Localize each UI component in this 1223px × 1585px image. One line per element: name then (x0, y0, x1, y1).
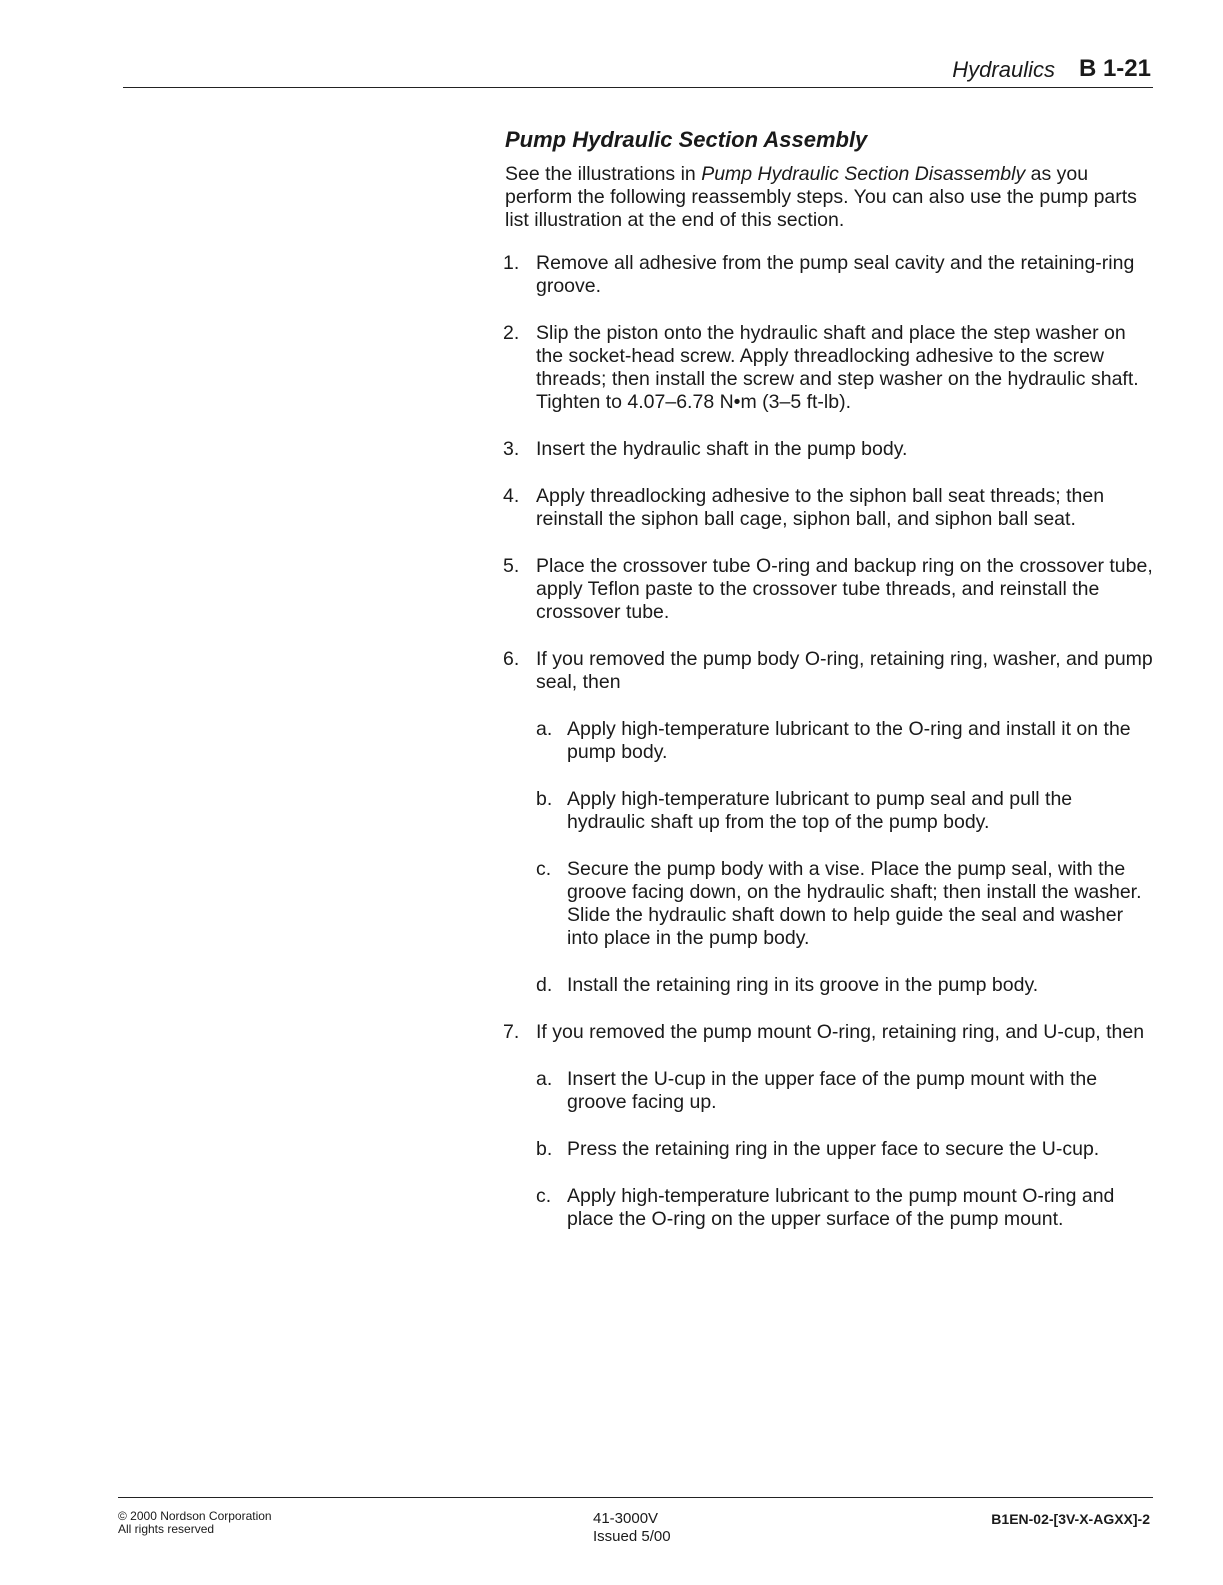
step-text: Place the crossover tube O-ring and backup ring on the crossover tube, apply Teflon paste to the crossover tube threads, and reinstall the crossover tube. (536, 555, 1153, 623)
step-number: 5. (503, 555, 520, 577)
section-heading: Pump Hydraulic Section Assembly (505, 127, 868, 152)
step-text: If you removed the pump body O-ring, retaining ring, washer, and pump seal, then (536, 648, 1153, 693)
step-number: 4. (503, 485, 520, 507)
issue-date: Issued 5/00 (593, 1528, 671, 1545)
substep-letter: b. (536, 1138, 553, 1160)
procedure-step (505, 322, 1155, 414)
procedure-step (505, 1021, 1155, 1231)
header-page-number: B 1-21 (1078, 55, 1151, 82)
step-text: Insert the hydraulic shaft in the pump body. (536, 438, 908, 460)
footer-document-info (593, 1510, 671, 1546)
substep-text: Insert the U-cup in the upper face of the pump mount with the groove facing up. (567, 1068, 1098, 1113)
procedure-step (505, 648, 1155, 997)
procedure-substep (536, 974, 1155, 997)
page-footer (118, 1497, 1153, 1545)
substep-letter: b. (536, 788, 553, 810)
substep-text: Secure the pump body with a vise. Place the pump seal, with the groove facing down, on the hydraulic shaft; then install the washer. Slide the hydraulic shaft down to help guide the seal and washer into place in the pump body. (567, 858, 1142, 949)
procedure-step (505, 555, 1155, 624)
substep-letter: a. (536, 718, 553, 740)
step-number: 1. (503, 252, 520, 274)
intro-text-after: as you perform the following reassembly steps. You can also use the pump parts list illustration at the end of this section. (505, 163, 1137, 231)
step-text: Apply threadlocking adhesive to the siphon ball seat threads; then reinstall the siphon ball cage, siphon ball, and siphon ball seat. (536, 485, 1105, 530)
footer-copyright (118, 1510, 272, 1536)
intro-reference: Pump Hydraulic Section Disassembly (701, 163, 1026, 185)
rights-line: All rights reserved (118, 1522, 215, 1536)
intro-paragraph (505, 163, 1155, 232)
procedure-step (505, 438, 1155, 461)
substep-list (536, 1068, 1155, 1231)
substep-text: Apply high-temperature lubricant to the pump mount O-ring and place the O-ring on the upper surface of the pump mount. (567, 1185, 1115, 1230)
procedure-substep (536, 1068, 1155, 1114)
document-number: 41-3000V (593, 1510, 659, 1527)
substep-letter: a. (536, 1068, 553, 1090)
step-text: If you removed the pump mount O-ring, retaining ring, and U-cup, then (536, 1021, 1145, 1043)
substep-text: Install the retaining ring in its groove in the pump body. (567, 974, 1039, 996)
intro-text-before: See the illustrations in (505, 163, 702, 185)
step-number: 3. (503, 438, 520, 460)
step-number: 7. (503, 1021, 520, 1043)
procedure-step (505, 252, 1155, 298)
substep-text: Press the retaining ring in the upper face to secure the U-cup. (567, 1138, 1100, 1160)
procedure-substep (536, 718, 1155, 764)
substep-text: Apply high-temperature lubricant to the O-ring and install it on the pump body. (567, 718, 1131, 763)
substep-text: Apply high-temperature lubricant to pump seal and pull the hydraulic shaft up from the top of the pump body. (567, 788, 1073, 833)
header-section-title: Hydraulics (952, 57, 1055, 82)
procedure-substep (536, 1138, 1155, 1161)
step-text: Slip the piston onto the hydraulic shaft and place the step washer on the socket-head screw. Apply threadlocking adhesive to the screw threads; then install the screw and step washer on the hydraulic shaft. Tighten to 4.07–6.78 N•m (3–5 ft-lb). (536, 322, 1139, 413)
step-text: Remove all adhesive from the pump seal cavity and the retaining-ring groove. (536, 252, 1135, 297)
procedure-step (505, 485, 1155, 531)
step-number: 6. (503, 648, 520, 670)
procedure-substep (536, 788, 1155, 834)
main-content (505, 128, 1155, 1255)
copyright-line: © 2000 Nordson Corporation (118, 1509, 272, 1523)
procedure-substep (536, 1185, 1155, 1231)
substep-letter: c. (536, 1185, 552, 1207)
page-header (123, 55, 1153, 88)
procedure-substep (536, 858, 1155, 950)
substep-letter: d. (536, 974, 553, 996)
footer-document-code: B1EN-02-[3V-X-AGXX]-2 (991, 1511, 1150, 1527)
step-number: 2. (503, 322, 520, 344)
substep-letter: c. (536, 858, 552, 880)
substep-list (536, 718, 1155, 997)
procedure-step-list (505, 252, 1155, 1231)
